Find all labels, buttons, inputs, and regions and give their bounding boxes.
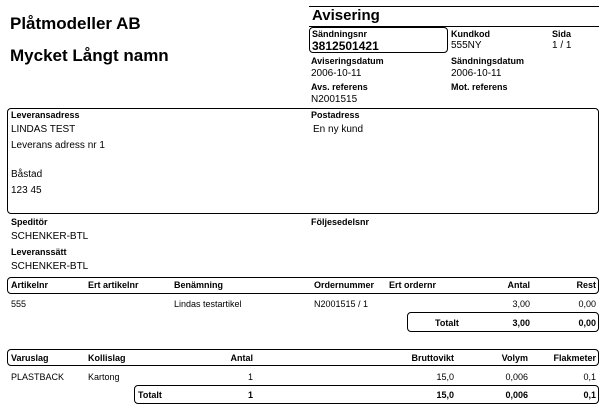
avs-ref-label: Avs. referens — [311, 82, 368, 92]
col-ert-artikelnr: Ert artikelnr — [88, 280, 139, 290]
goods-total-antal: 1 — [247, 390, 253, 400]
goods-total-flakmeter: 0,1 — [583, 390, 596, 400]
leveranssatt-value: SCHENKER-BTL — [11, 261, 89, 272]
goods-total-label: Totalt — [138, 390, 162, 400]
leverans-line-5: 123 45 — [11, 185, 42, 196]
col-artikelnr: Artikelnr — [11, 280, 49, 290]
foljesedel-label: Följesedelsnr — [311, 217, 370, 227]
goods-kollislag: Kartong — [88, 372, 120, 382]
article-benamning: Lindas testartikel — [174, 299, 242, 309]
postadress-line-1: En ny kund — [313, 124, 364, 135]
postadress-label: Postadress — [311, 110, 360, 120]
col-ert-ordernr: Ert ordernr — [389, 280, 437, 290]
goods-flakmeter: 0,1 — [583, 372, 596, 382]
articles-total-label: Totalt — [435, 318, 459, 328]
goods-bruttovikt: 15,0 — [436, 372, 454, 382]
col-ordernummer: Ordernummer — [314, 280, 375, 290]
leverans-line-4: Båstad — [11, 169, 43, 180]
article-antal: 3,00 — [512, 299, 530, 309]
goods-varuslag: PLASTBACK — [11, 372, 65, 382]
kundkod-value: 555NY — [451, 40, 482, 51]
company-name: Plåtmodeller AB — [10, 14, 141, 33]
article-artikelnr: 555 — [11, 299, 27, 309]
leverans-line-1: LINDAS TEST — [11, 124, 76, 135]
col-benamning: Benämning — [174, 280, 224, 290]
speditor-value: SCHENKER-BTL — [11, 231, 89, 242]
leveranssatt-label: Leveranssätt — [11, 247, 67, 257]
article-ordernummer: N2001515 / 1 — [314, 299, 369, 309]
col-flakmeter: Flakmeter — [553, 353, 596, 363]
kundkod-label: Kundkod — [451, 29, 490, 39]
col-antal: Antal — [507, 280, 530, 290]
aviseringsdatum-label: Aviseringsdatum — [311, 56, 384, 66]
sandningsnr-value: 3812501421 — [312, 39, 379, 53]
doc-title: Avisering — [312, 7, 380, 24]
address-box — [7, 108, 599, 214]
col-rest: Rest — [576, 280, 596, 290]
goods-total-volym: 0,006 — [505, 390, 528, 400]
col-varuslag: Varuslag — [11, 353, 49, 363]
leverans-line-2: Leverans adress nr 1 — [11, 140, 105, 151]
col-kollislag: Kollislag — [88, 353, 126, 363]
sida-label: Sida — [552, 29, 572, 39]
article-rest: 0,00 — [578, 299, 596, 309]
col-goods-antal: Antal — [230, 353, 253, 363]
goods-volym: 0,006 — [505, 372, 528, 382]
sandningsdatum-label: Sändningsdatum — [451, 56, 525, 66]
mot-ref-label: Mot. referens — [451, 82, 508, 92]
articles-total-antal: 3,00 — [512, 318, 530, 328]
goods-total-bruttovikt: 15,0 — [436, 390, 454, 400]
articles-total-rest: 0,00 — [578, 318, 596, 328]
customer-name: Mycket Långt namn — [10, 46, 169, 65]
sida-value: 1 / 1 — [552, 40, 572, 51]
leverans-label: Leveransadress — [11, 110, 80, 120]
col-volym: Volym — [501, 353, 528, 363]
avs-ref-value: N2001515 — [311, 94, 358, 105]
sandningsdatum-value: 2006-10-11 — [451, 68, 502, 79]
sandningsnr-label: Sändningsnr — [312, 29, 368, 39]
aviseringsdatum-value: 2006-10-11 — [311, 68, 362, 79]
goods-antal: 1 — [247, 372, 253, 382]
speditor-label: Speditör — [11, 217, 48, 227]
col-bruttovikt: Bruttovikt — [411, 353, 454, 363]
